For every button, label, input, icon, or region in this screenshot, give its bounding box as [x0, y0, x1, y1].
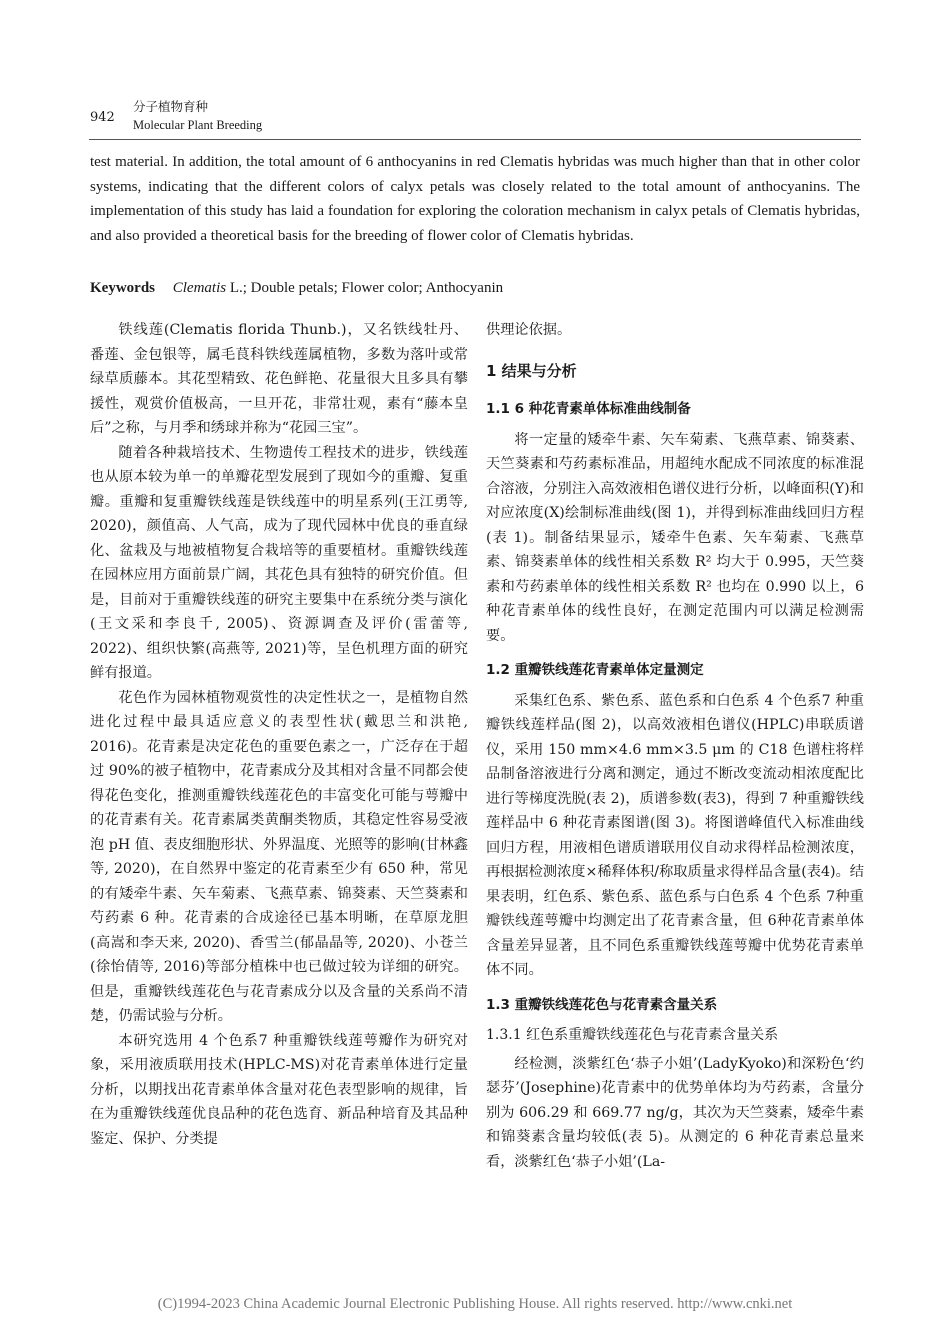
page-number: 942 — [90, 110, 115, 125]
keywords-label: Keywords — [90, 280, 155, 296]
abstract-text: test material. In addition, the total amount of 6 anthocyanins in red Clematis hybridas was much higher than that in other color systems, indicating that the different colors of calyx petals was closely related to the total amount of anthocyanins. The implementation of this study has laid a foundation for exploring the coloration mechanism in calyx petals of Clematis hybridas, and also provided a theoretical basis for the breeding of flower color of Clematis hybridas. — [90, 154, 860, 245]
journal-header — [133, 97, 262, 135]
paragraph: 将一定量的矮牵牛素、矢车菊素、飞燕草素、锦葵素、天竺葵素和芍药素标准品，用超纯水配成不同浓度的标准混合溶液，分别注入高效液相色谱仪进行分析，以峰面积(Y)和对应浓度(X)绘制标准曲线(图 1)，并得到标准曲线回归方程(表 1)。制备结果显示，矮牵牛色素、矢车菊素、飞燕草素、锦葵素单体的线性相关系数 R² 均大于 0.995，天竺葵素和芍药素单体的线性相关系数 R² 也均在 0.990 以上，6 种花青素单体的线性良好，在测定范围内可以满足检测需要。 — [486, 431, 864, 644]
copyright-footer: (C)1994-2023 China Academic Journal Electronic Publishing House. All rights reserved. http://www.cnki.net — [157, 1296, 793, 1312]
paragraph: 本研究选用 4 个色系7 种重瓣铁线莲萼瓣作为研究对象，采用液质联用技术(HPLC-MS)对花青素单体进行定量分析，以期找出花青素单体含量对花色表型影响的规律，旨在为重瓣铁线莲优良品种的花色选育、新品种培育及其品种鉴定、保护、分类提 — [90, 1032, 468, 1147]
paragraph: 随着各种栽培技术、生物遗传工程技术的进步，铁线莲也从原本较为单一的单瓣花型发展到了现如今的重瓣、复重瓣。重瓣和复重瓣铁线莲是铁线莲中的明星系列(王江勇等, 2020)，颜值高、人气高，成为了现代园林中优良的垂直绿化、盆栽及与地被植物复合栽培等的重要植材。重瓣铁线莲在园林应用方面前景广阔，其花色具有独特的研究价值。但是，目前对于重瓣铁线莲的研究主要集中在系统分类与演化(王文采和李良千, 2005)、资源调查及评价(雷蕾等, 2022)、组织快繁(高燕等, 2021)等，呈色机理方面的研究鲜有报道。 — [90, 444, 468, 681]
left-column — [90, 318, 468, 1151]
subsection-heading: 1.3 重瓣铁线莲花色与花青素含量关系 — [486, 996, 718, 1013]
paragraph-continuation: 供理论依据。 — [486, 322, 572, 338]
section-heading: 1 结果与分析 — [486, 361, 577, 380]
subsection-heading: 1.2 重瓣铁线莲花青素单体定量测定 — [486, 662, 704, 678]
paragraph: 花色作为园林植物观赏性的决定性状之一，是植物自然进化过程中最具适应意义的表型性状(戴思兰和洪艳, 2016)。花青素是决定花色的重要色素之一，广泛存在于超过 90%的被子植物中，花青素成分及其相对含量不同都会使得花色变化，推测重瓣铁线莲花色的丰富变化可能与萼瓣中的花青素有关。花青素属类黄酮类物质，其稳定性容易受液泡 pH 值、表皮细胞形状、外界温度、光照等的影响(甘林鑫等, 2020)，在自然界中鉴定的花青素至少有 650 种，常见的有矮牵牛素、矢车菊素、飞燕草素、锦葵素、天竺葵素和芍药素 6 种。花青素的合成途径已基本明晰，在草原龙胆(高嵩和李天来, 2020)、香雪兰(郁晶晶等, 2020)、小苍兰(徐怡倩等, 2016)等部分植株中也已做过较为详细的研究。但是，重瓣铁线莲花色与花青素成分以及含量的关系尚不清楚，仍需试验与分析。 — [90, 689, 468, 1024]
subsection-heading: 1.1 6 种花青素单体标准曲线制备 — [486, 401, 691, 417]
right-column — [486, 318, 864, 1174]
paragraph: 经检测，淡紫红色‘恭子小姐’(LadyKyoko)和深粉色‘约瑟芬’(Josephine)花青素中的优势单体均为芍药素，含量分别为 606.29 和 669.77 ng/g，其次为天竺葵素，矮牵牛素和锦葵素含量均较低(表 5)。从测定的 6 种花青素总量来看，淡紫红色‘恭子小姐’(La- — [486, 1055, 864, 1170]
paragraph: 铁线莲(Clematis florida Thunb.)，又名铁线牡丹、番莲、金包银等，属毛茛科铁线莲属植物，多数为落叶或常绿草质藤本。其花型精致、花色鲜艳、花量很大且多具有攀援性，观赏价值极高，一旦开花，非常壮观，素有“藤本皇后”之称，与月季和绣球并称为“花园三宝”。 — [90, 322, 468, 436]
keywords-value — [173, 280, 503, 296]
keywords-line — [90, 280, 860, 297]
header-rule — [89, 139, 861, 140]
journal-title-cn: 分子植物育种 — [133, 99, 209, 114]
subsubsection-heading: 1.3.1 红色系重瓣铁线莲花色与花青素含量关系 — [486, 1027, 779, 1043]
keywords-rest: L.; Double petals; Flower color; Anthocyanin — [226, 280, 504, 296]
keywords-italic: Clematis — [172, 280, 227, 296]
journal-title-en: Molecular Plant Breeding — [133, 118, 263, 132]
paragraph: 采集红色系、紫色系、蓝色系和白色系 4 个色系7 种重瓣铁线莲样品(图 2)，以高效液相色谱仪(HPLC)串联质谱仪，采用 150 mm×4.6 mm×3.5 μm 的 C18 色谱柱将样品制备溶液进行分离和测定，通过不断改变流动相浓度配比进行等梯度洗脱(表 2)，质谱参数(表3)，得到 7 种重瓣铁线莲样品中 6 种花青素图谱(图 3)。将图谱峰值代入标准曲线回归方程，用液相色谱质谱联用仪自动求得样品检测浓度，再根据检测浓度×稀释体积/称取质量求得样品含量(表4)。结果表明，红色系、紫色系、蓝色系与白色系 4 个色系 7种重瓣铁线莲萼瓣中均测定出了花青素含量，但 6种花青素单体含量差异显著，且不同色系重瓣铁线莲萼瓣中优势花青素单体不同。 — [486, 692, 864, 978]
